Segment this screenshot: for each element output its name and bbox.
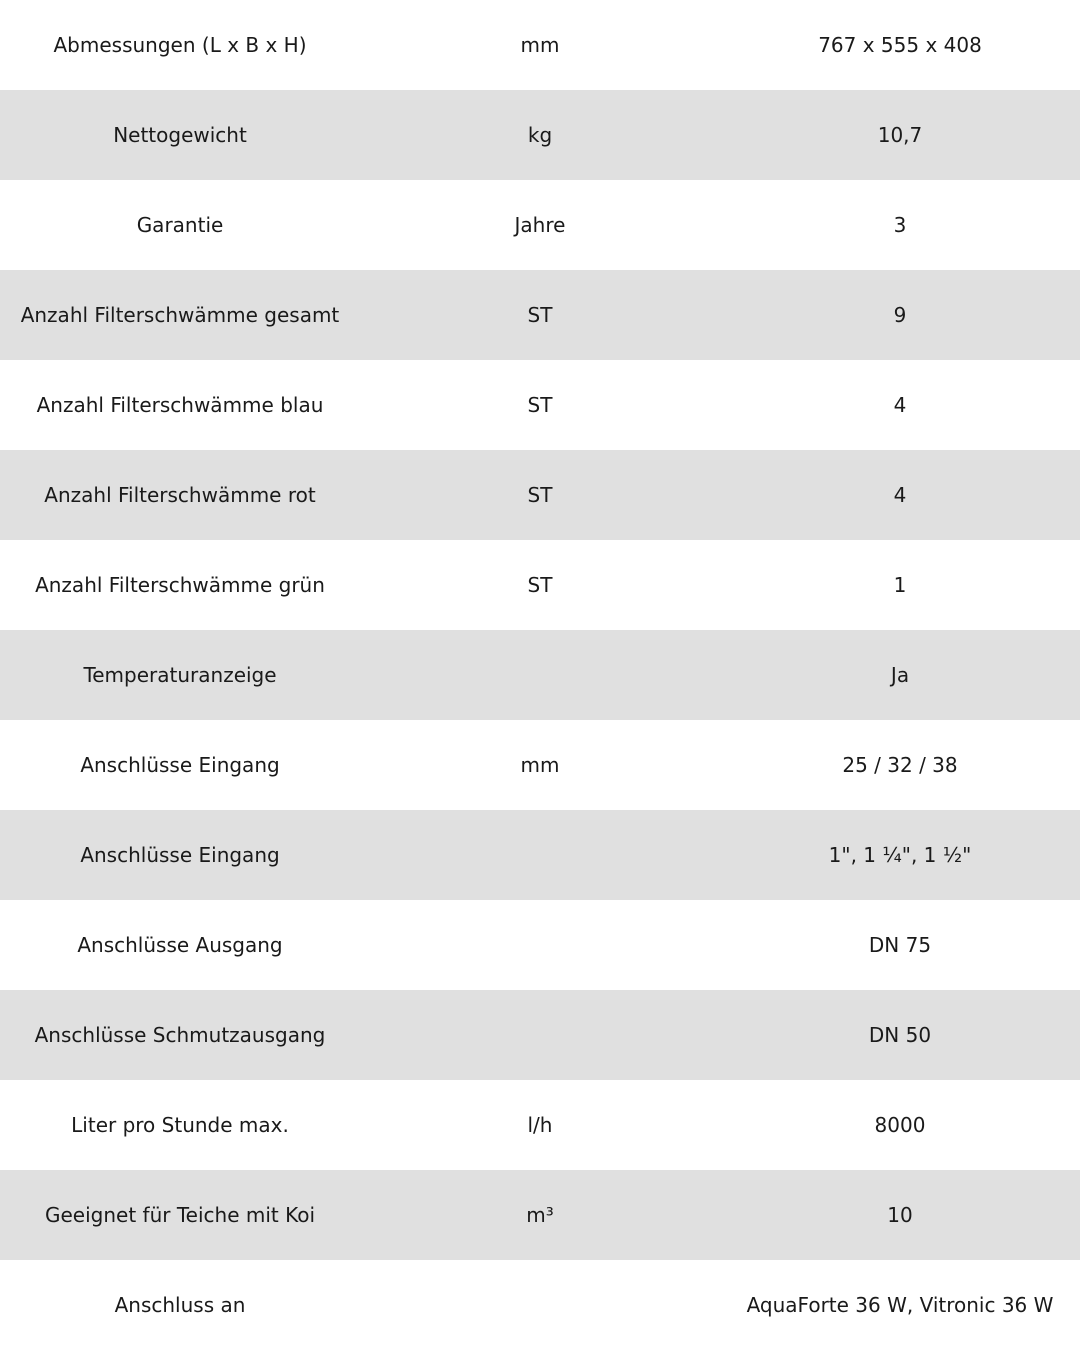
spec-label: Anschlüsse Ausgang bbox=[77, 933, 283, 957]
table-row bbox=[0, 270, 1080, 360]
spec-label: Anschlüsse Eingang bbox=[80, 753, 280, 777]
spec-unit: kg bbox=[527, 123, 553, 147]
spec-value: 1", 1 ¼", 1 ½" bbox=[828, 843, 972, 867]
spec-value: Ja bbox=[890, 663, 910, 687]
spec-label: Anzahl Filterschwämme rot bbox=[44, 483, 316, 507]
spec-label: Garantie bbox=[136, 213, 224, 237]
spec-label: Abmessungen (L x B x H) bbox=[53, 33, 307, 57]
spec-value: 4 bbox=[893, 483, 907, 507]
table-row bbox=[0, 540, 1080, 630]
table-row bbox=[0, 450, 1080, 540]
spec-unit: m³ bbox=[526, 1203, 554, 1227]
spec-value: 767 x 555 x 408 bbox=[818, 33, 982, 57]
spec-label: Anschlüsse Eingang bbox=[80, 843, 280, 867]
spec-label: Geeignet für Teiche mit Koi bbox=[45, 1203, 315, 1227]
table-row bbox=[0, 1260, 1080, 1350]
spec-unit: mm bbox=[520, 33, 560, 57]
spec-label: Anschlüsse Schmutzausgang bbox=[34, 1023, 326, 1047]
spec-unit: ST bbox=[527, 573, 553, 597]
table-row bbox=[0, 1170, 1080, 1260]
spec-unit: ST bbox=[527, 483, 553, 507]
table-row bbox=[0, 630, 1080, 720]
spec-unit: ST bbox=[527, 303, 553, 327]
spec-unit: Jahre bbox=[514, 213, 566, 237]
spec-label: Anzahl Filterschwämme grün bbox=[35, 573, 325, 597]
spec-value: 4 bbox=[893, 393, 907, 417]
spec-label: Temperaturanzeige bbox=[83, 663, 277, 687]
spec-unit: mm bbox=[520, 753, 560, 777]
spec-label: Anschluss an bbox=[114, 1293, 246, 1317]
spec-label: Anzahl Filterschwämme blau bbox=[36, 393, 324, 417]
table-row bbox=[0, 90, 1080, 180]
spec-value: DN 75 bbox=[868, 933, 932, 957]
spec-value: 10,7 bbox=[877, 123, 923, 147]
spec-value: 10 bbox=[887, 1203, 913, 1227]
spec-label: Anzahl Filterschwämme gesamt bbox=[20, 303, 340, 327]
table-row bbox=[0, 0, 1080, 90]
spec-label: Liter pro Stunde max. bbox=[71, 1113, 289, 1137]
spec-unit: ST bbox=[527, 393, 553, 417]
table-row bbox=[0, 1080, 1080, 1170]
table-row bbox=[0, 360, 1080, 450]
table-row bbox=[0, 720, 1080, 810]
spec-value: 8000 bbox=[874, 1113, 926, 1137]
table-row bbox=[0, 990, 1080, 1080]
spec-value: AquaForte 36 W, Vitronic 36 W bbox=[746, 1293, 1054, 1317]
spec-value: 25 / 32 / 38 bbox=[842, 753, 958, 777]
table-row bbox=[0, 810, 1080, 900]
spec-label: Nettogewicht bbox=[113, 123, 247, 147]
spec-unit: l/h bbox=[527, 1113, 553, 1137]
table-row bbox=[0, 180, 1080, 270]
spec-value: 9 bbox=[893, 303, 907, 327]
spec-value: 3 bbox=[893, 213, 907, 237]
table-row bbox=[0, 900, 1080, 990]
spec-value: DN 50 bbox=[868, 1023, 932, 1047]
spec-value: 1 bbox=[893, 573, 907, 597]
